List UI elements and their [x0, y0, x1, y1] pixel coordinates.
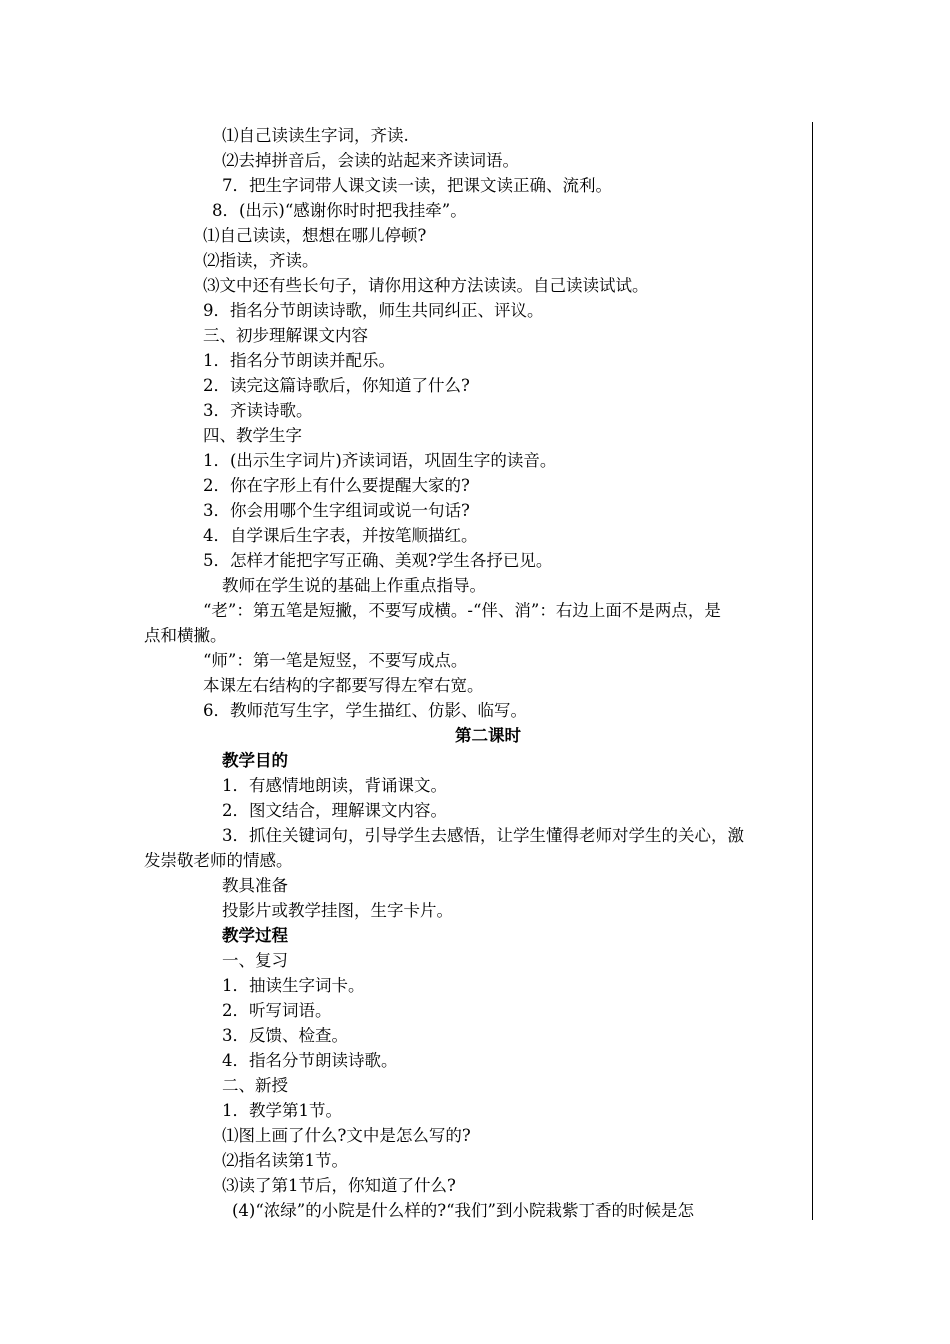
text-line: “师”：第一笔是短竖，不要写成点。 — [203, 651, 468, 670]
text-line: ⑶读了第1节后，你知道了什么? — [222, 1176, 456, 1195]
text-line: 1．抽读生字词卡。 — [222, 976, 365, 995]
text-line: “老”：第五笔是短撇，不要写成横。-“伴、消”：右边上面不是两点，是 — [203, 601, 721, 620]
section-heading: 三、初步理解课文内容 — [203, 326, 368, 345]
text-line: ⑴自己读读，想想在哪儿停顿? — [203, 226, 427, 245]
text-line: 3．你会用哪个生字组词或说一句话? — [203, 501, 470, 520]
text-line: 3．抓住关键词句，引导学生去感悟，让学生懂得老师对学生的关心，激 — [222, 826, 744, 845]
section-heading: 二、新授 — [222, 1076, 288, 1095]
lesson-title: 第二课时 — [455, 726, 521, 745]
text-line: 本课左右结构的字都要写得左窄右宽。 — [203, 676, 484, 695]
text-line: 1．有感情地朗读，背诵课文。 — [222, 776, 447, 795]
text-line: 1．(出示生字词片)齐读词语，巩固生字的读音。 — [203, 451, 557, 470]
section-heading: 教学过程 — [222, 926, 288, 945]
text-line: 4．指名分节朗读诗歌。 — [222, 1051, 398, 1070]
text-line: 1．指名分节朗读并配乐。 — [203, 351, 395, 370]
text-line: 2．听写词语。 — [222, 1001, 332, 1020]
text-line: ⑵指读，齐读。 — [203, 251, 319, 270]
text-line: 8．(出示)“感谢你时时把我挂牵”。 — [212, 201, 467, 220]
text-line: 3．反馈、检查。 — [222, 1026, 348, 1045]
text-line: 6．教师范写生字，学生描红、仿影、临写。 — [203, 701, 527, 720]
text-line: 2．你在字形上有什么要提醒大家的? — [203, 476, 470, 495]
text-line: 3．齐读诗歌。 — [203, 401, 313, 420]
text-line: ⑵指名读第1节。 — [222, 1151, 348, 1170]
text-line: 1．教学第1节。 — [222, 1101, 342, 1120]
text-line: 4．自学课后生字表，并按笔顺描红。 — [203, 526, 478, 545]
text-line: 7．把生字词带人课文读一读，把课文读正确、流利。 — [222, 176, 612, 195]
table-right-border — [812, 122, 813, 1220]
text-line: ⑵去掉拼音后，会读的站起来齐读词语。 — [222, 151, 519, 170]
section-heading: 教具准备 — [222, 876, 288, 895]
text-line: 2．图文结合，理解课文内容。 — [222, 801, 447, 820]
text-line: 发崇敬老师的情感。 — [144, 851, 293, 870]
section-heading: 四、教学生字 — [203, 426, 302, 445]
text-line: 9．指名分节朗读诗歌，师生共同纠正、评议。 — [203, 301, 544, 320]
text-line: ⑴自己读读生字词，齐读. — [222, 126, 409, 145]
text-line: 教师在学生说的基础上作重点指导。 — [222, 576, 486, 595]
text-line: 投影片或教学挂图，生字卡片。 — [222, 901, 453, 920]
text-line: ⑴图上画了什么?文中是怎么写的? — [222, 1126, 471, 1145]
text-line: 点和横撇。 — [144, 626, 227, 645]
section-heading: 一、复习 — [222, 951, 288, 970]
text-line: (4)“浓绿”的小院是什么样的?“我们”到小院栽紫丁香的时候是怎 — [232, 1201, 694, 1220]
section-heading: 教学目的 — [222, 751, 288, 770]
text-line: 2．读完这篇诗歌后，你知道了什么? — [203, 376, 470, 395]
text-line: ⑶文中还有些长句子，请你用这种方法读读。自己读读试试。 — [203, 276, 649, 295]
text-line: 5．怎样才能把字写正确、美观?学生各抒已见。 — [203, 551, 553, 570]
